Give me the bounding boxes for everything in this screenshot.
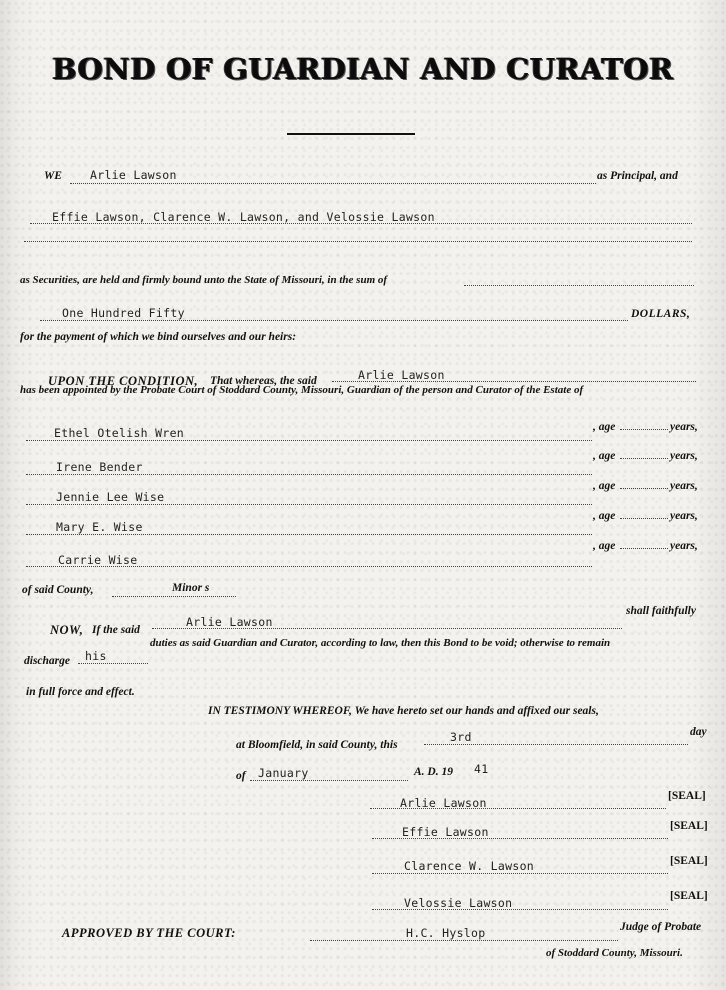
payment-row	[0, 331, 726, 357]
minor-row	[0, 480, 726, 512]
document-title: BOND OF GUARDIAN AND CURATOR	[52, 52, 674, 86]
seal-label: [SEAL]	[670, 820, 708, 832]
sum-row	[0, 304, 726, 330]
signature-line	[372, 838, 668, 839]
minor-line	[26, 504, 592, 505]
minor-row	[0, 510, 726, 542]
years-label: years,	[670, 450, 698, 462]
age-line	[620, 548, 668, 549]
signer-name: Arlie Lawson	[400, 796, 487, 810]
judge-title: Judge of Probate	[620, 921, 702, 933]
signature-line	[370, 808, 666, 809]
date-month-row	[0, 762, 726, 792]
signature-row	[0, 820, 726, 852]
principal-line	[70, 183, 596, 184]
now-suffix: shall faithfully	[626, 605, 696, 617]
date-month: January	[258, 766, 309, 780]
age-label: , age	[593, 450, 616, 462]
judge-county-row	[0, 947, 726, 973]
age-label: , age	[593, 540, 616, 552]
minor-name: Ethel Otelish Wren	[54, 426, 185, 440]
signer-name: Clarence W. Lawson	[404, 859, 535, 873]
age-line	[620, 429, 668, 430]
approved-label: APPROVED BY THE COURT:	[62, 926, 236, 940]
we-label: WE	[44, 170, 62, 182]
judge-name: H.C. Hyslop	[406, 926, 486, 940]
judge-county: of Stoddard County, Missouri.	[546, 947, 683, 959]
condition-lead: UPON THE CONDITION,	[48, 374, 199, 388]
age-line	[620, 518, 668, 519]
condition-name: Arlie Lawson	[358, 368, 445, 382]
signer-name: Velossie Lawson	[404, 896, 513, 910]
discharge-value: his	[85, 649, 107, 663]
minor-name: Mary E. Wise	[56, 520, 143, 534]
date-day: 3rd	[450, 730, 472, 744]
age-label: , age	[593, 421, 616, 433]
sum-line	[40, 320, 628, 321]
sum-amount: One Hundred Fifty	[62, 306, 185, 320]
date-day-line	[424, 744, 688, 745]
testimony-text: IN TESTIMONY WHEREOF, We have hereto set our hands and affixed our seals,	[208, 705, 599, 717]
appointed-row	[0, 384, 726, 410]
county-line	[112, 596, 236, 597]
blank-row	[0, 236, 726, 262]
minor-name: Jennie Lee Wise	[56, 490, 165, 504]
judge-line	[310, 940, 618, 941]
age-label: , age	[593, 480, 616, 492]
date-month-line	[250, 780, 408, 781]
condition-line	[332, 381, 696, 382]
signature-row	[0, 790, 726, 822]
minor-row	[0, 540, 726, 572]
date-place-text: at Bloomfield, in said County, this	[236, 739, 398, 751]
discharge-line	[78, 663, 148, 664]
principal-name: Arlie Lawson	[90, 168, 177, 182]
minor-name: Carrie Wise	[58, 553, 138, 567]
principal-row	[0, 170, 726, 196]
sureties-names: Effie Lawson, Clarence W. Lawson, and Velossie Lawson	[52, 210, 435, 224]
title-rule	[287, 133, 415, 135]
minor-line	[26, 534, 592, 535]
now-text: If the said	[92, 624, 140, 636]
signature-row	[0, 855, 726, 887]
signer-name: Effie Lawson	[402, 825, 489, 839]
securities-text: as Securities, are held and firmly bound unto the State of Missouri, in the sum of	[20, 274, 388, 286]
minor-row	[0, 421, 726, 452]
ad-label: A. D. 19	[414, 766, 453, 778]
principal-suffix: as Principal, and	[597, 170, 678, 182]
sureties-line	[30, 223, 692, 224]
minor-line	[26, 474, 592, 475]
minor-row	[0, 450, 726, 482]
years-label: years,	[670, 510, 698, 522]
years-label: years,	[670, 480, 698, 492]
county-row	[0, 582, 726, 608]
condition-text: That whereas, the said	[210, 375, 317, 387]
seal-label: [SEAL]	[670, 890, 708, 902]
securities-line	[464, 285, 694, 286]
of-label: of	[236, 770, 246, 782]
blank-line	[24, 241, 692, 242]
minor-name: Irene Bender	[56, 460, 143, 474]
age-label: , age	[593, 510, 616, 522]
county-label: of said County,	[22, 584, 94, 596]
years-label: years,	[670, 421, 698, 433]
appointed-text: has been appointed by the Probate Court of Stoddard County, Missouri, Guardian of the person and Curator of the Estate of	[20, 384, 584, 396]
force-text: in full force and effect.	[26, 686, 135, 698]
dollars-label: DOLLARS,	[631, 308, 691, 320]
age-line	[620, 458, 668, 459]
discharge-row	[0, 637, 726, 677]
signature-line	[372, 873, 668, 874]
seal-label: [SEAL]	[670, 855, 708, 867]
signature-row	[0, 890, 726, 922]
age-line	[620, 488, 668, 489]
minor-line	[26, 566, 592, 567]
testimony-row	[0, 705, 726, 731]
minor-line	[26, 440, 592, 441]
seal-label: [SEAL]	[668, 790, 706, 802]
now-lead: NOW,	[50, 623, 84, 637]
county-value: Minor s	[172, 582, 210, 594]
payment-text: for the payment of which we bind ourselves and our heirs:	[20, 331, 297, 343]
now-line	[152, 628, 622, 629]
discharge-label: discharge	[24, 655, 70, 667]
discharge-text: duties as said Guardian and Curator, according to law, then this Bond to be void; otherwise to remain	[150, 637, 611, 649]
now-name: Arlie Lawson	[186, 615, 273, 629]
signature-line	[372, 909, 668, 910]
years-label: years,	[670, 540, 698, 552]
date-year: 41	[474, 762, 489, 776]
day-label: day	[690, 726, 707, 738]
date-day-row	[0, 726, 726, 762]
securities-row	[0, 274, 726, 300]
